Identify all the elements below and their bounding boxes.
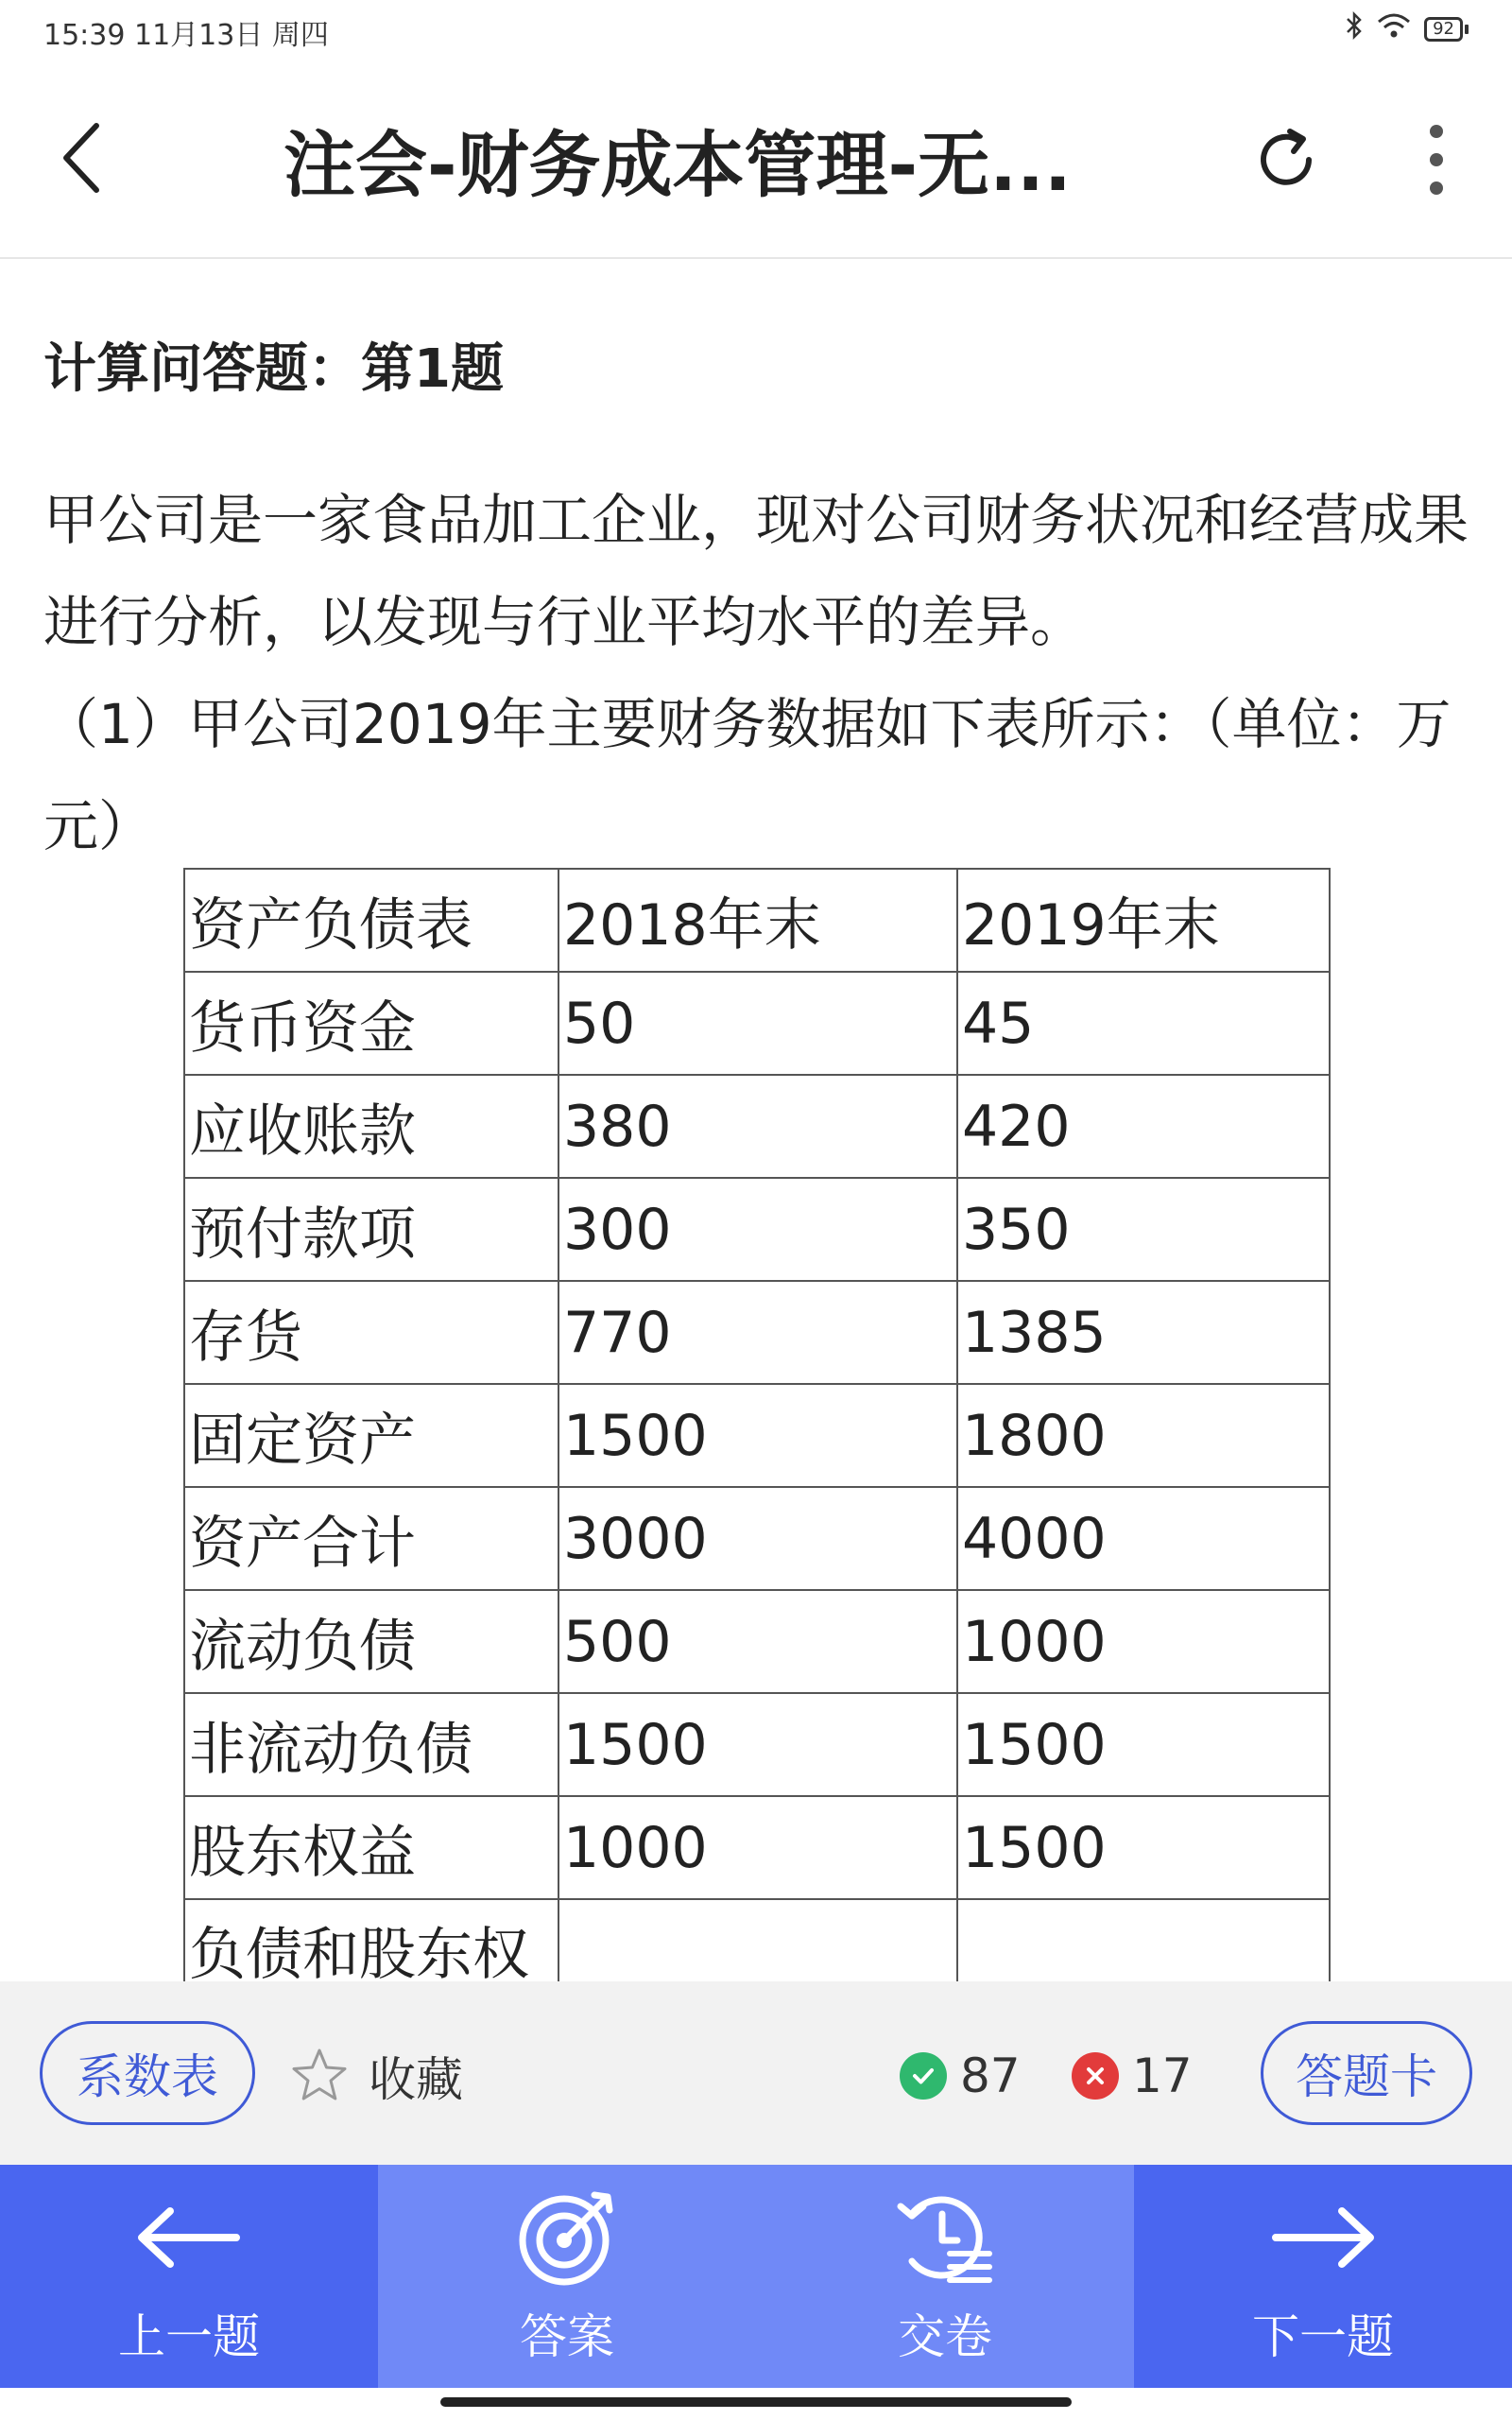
more-vertical-icon [1425, 122, 1448, 198]
back-button[interactable] [38, 115, 123, 200]
table-cell: 货币资金 [184, 972, 558, 1075]
table-cell: 45 [957, 972, 1330, 1075]
arrow-right-icon [1266, 2200, 1380, 2275]
wifi-icon [1377, 12, 1411, 45]
table-cell [957, 1899, 1330, 1981]
table-cell: 500 [558, 1590, 957, 1693]
question-paragraph-1: 甲公司是一家食品加工企业，现对公司财务状况和经营成果进行分析，以发现与行业平均水平的差异。 [43, 488, 1469, 654]
next-question-label: 下一题 [1252, 2309, 1394, 2364]
table-cell: 负债和股东权 [184, 1899, 558, 1981]
table-cell: 350 [957, 1178, 1330, 1281]
wrong-count-value: 17 [1132, 2048, 1193, 2103]
table-header-cell: 2019年末 [957, 869, 1330, 972]
table-cell: 预付款项 [184, 1178, 558, 1281]
table-row [184, 1384, 1330, 1487]
table-cell: 存货 [184, 1281, 558, 1384]
table-cell: 420 [957, 1075, 1330, 1178]
table-cell: 1500 [558, 1384, 957, 1487]
next-question-button[interactable] [1134, 2165, 1512, 2388]
bluetooth-icon [1345, 11, 1364, 46]
submit-exam-label: 交卷 [898, 2309, 992, 2364]
table-cell: 1800 [957, 1384, 1330, 1487]
question-paragraph-2: （1）甲公司2019年主要财务数据如下表所示：（单位：万元） [43, 692, 1452, 858]
table-cell: 1000 [957, 1590, 1330, 1693]
table-cell: 1500 [957, 1796, 1330, 1899]
table-row [184, 1693, 1330, 1796]
table-row [184, 1590, 1330, 1693]
table-row [184, 1487, 1330, 1590]
question-type-label: 计算问答题：第1题 [43, 338, 504, 400]
table-row [184, 1899, 1330, 1981]
table-cell: 股东权益 [184, 1796, 558, 1899]
answer-label: 答案 [520, 2309, 614, 2364]
correct-count-value: 87 [960, 2048, 1021, 2103]
status-bar [0, 0, 1512, 60]
table-row [184, 1075, 1330, 1178]
financial-data-table [183, 868, 1331, 1981]
refresh-icon [1252, 126, 1320, 194]
table-cell [558, 1899, 957, 1981]
more-menu-button[interactable] [1399, 117, 1474, 202]
status-time-date: 15:39 11月13日 周四 [43, 19, 329, 52]
battery-icon [1424, 17, 1469, 42]
table-cell: 380 [558, 1075, 957, 1178]
table-cell: 1500 [957, 1693, 1330, 1796]
question-content[interactable] [0, 261, 1512, 1981]
table-cell: 非流动负债 [184, 1693, 558, 1796]
table-cell: 固定资产 [184, 1384, 558, 1487]
table-cell: 应收账款 [184, 1075, 558, 1178]
table-row [184, 1796, 1330, 1899]
table-header-row [184, 869, 1330, 972]
table-cell: 1500 [558, 1693, 957, 1796]
page-title: 注会-财务成本管理-无... [284, 123, 1072, 207]
correct-count [900, 2048, 1021, 2104]
table-cell: 流动负债 [184, 1590, 558, 1693]
table-cell: 资产合计 [184, 1487, 558, 1590]
bottom-navigation [0, 2165, 1512, 2388]
table-cell: 4000 [957, 1487, 1330, 1590]
coefficient-table-button[interactable]: 系数表 [40, 2021, 255, 2125]
status-icons [1345, 11, 1469, 46]
table-row [184, 972, 1330, 1075]
star-outline-icon [289, 2046, 350, 2106]
answer-card-button[interactable]: 答题卡 [1261, 2021, 1472, 2125]
arrow-left-icon [132, 2200, 246, 2275]
question-text [43, 469, 1470, 877]
table-row [184, 1281, 1330, 1384]
battery-level: 92 [1424, 17, 1463, 42]
chevron-left-icon [57, 120, 104, 196]
app-header [0, 60, 1512, 259]
wrong-count [1072, 2048, 1193, 2104]
table-header-cell: 资产负债表 [184, 869, 558, 972]
favorite-button[interactable] [289, 2038, 463, 2114]
table-header-cell: 2018年末 [558, 869, 957, 972]
prev-question-label: 上一题 [118, 2309, 260, 2364]
refresh-button[interactable] [1244, 117, 1329, 202]
prev-question-button[interactable] [0, 2165, 378, 2388]
table-cell: 300 [558, 1178, 957, 1281]
answer-button[interactable] [378, 2165, 756, 2388]
home-indicator[interactable] [440, 2397, 1072, 2407]
action-bar [0, 1981, 1512, 2165]
table-row [184, 1178, 1330, 1281]
table-cell: 1385 [957, 1281, 1330, 1384]
table-cell: 3000 [558, 1487, 957, 1590]
check-circle-icon [900, 2052, 947, 2100]
table-cell: 1000 [558, 1796, 957, 1899]
table-cell: 50 [558, 972, 957, 1075]
submit-exam-button[interactable] [756, 2165, 1134, 2388]
target-icon [515, 2186, 619, 2290]
table-cell: 770 [558, 1281, 957, 1384]
favorite-label: 收藏 [369, 2052, 463, 2107]
close-circle-icon [1072, 2052, 1119, 2100]
submit-paper-icon [893, 2186, 997, 2290]
